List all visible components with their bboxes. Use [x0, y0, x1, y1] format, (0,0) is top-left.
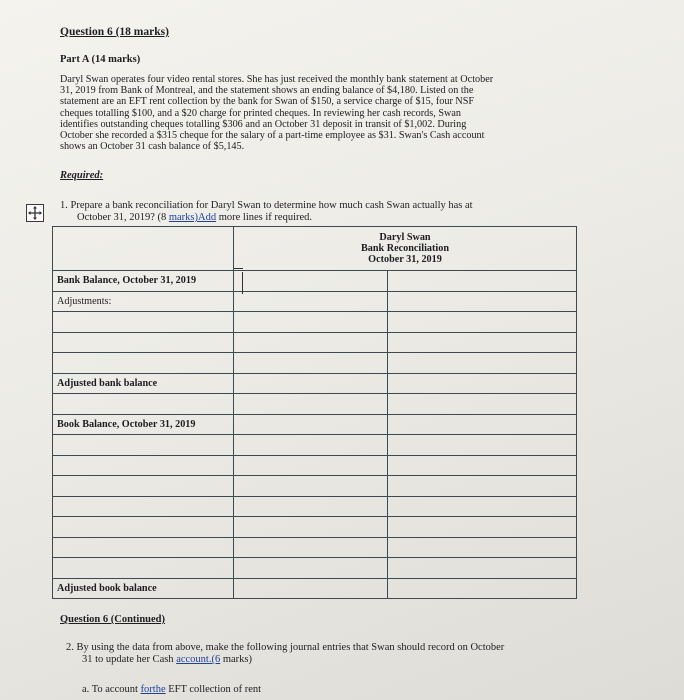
table-cell[interactable] — [234, 414, 388, 435]
adjusted-bank-balance-label: Adjusted bank balance — [53, 373, 234, 394]
table-cell[interactable] — [388, 353, 577, 374]
table-row — [53, 435, 577, 456]
table-row — [53, 414, 577, 435]
item-a-text-end: EFT collection of rent — [165, 684, 262, 695]
required-heading: Required: — [60, 170, 104, 181]
book-balance-label: Book Balance, October 31, 2019 — [53, 414, 234, 435]
table-cell[interactable] — [53, 312, 234, 333]
table-cell[interactable] — [234, 312, 388, 333]
table-cell[interactable] — [388, 271, 577, 292]
table-cell[interactable] — [53, 353, 234, 374]
table-row — [53, 373, 577, 394]
table-cell[interactable] — [388, 291, 577, 312]
paragraph-line: shows an October 31 cash balance of $5,145. — [60, 141, 245, 153]
table-cell[interactable] — [53, 455, 234, 476]
table-cell[interactable] — [388, 537, 577, 558]
table-row — [53, 517, 577, 538]
underline-mark — [234, 268, 243, 269]
bank-reconciliation-table — [52, 226, 577, 599]
table-cell[interactable] — [388, 414, 577, 435]
table-cell[interactable] — [234, 455, 388, 476]
item-a-text: a. To account — [82, 684, 141, 695]
table-cell[interactable] — [388, 394, 577, 415]
table-cell[interactable] — [53, 476, 234, 497]
item-1-line-2 — [77, 212, 312, 223]
add-more-lines-link[interactable]: marks)Add — [168, 212, 217, 223]
continued-title: Question 6 (Continued) — [60, 614, 166, 625]
table-cell[interactable] — [53, 227, 234, 271]
table-cell[interactable] — [234, 353, 388, 374]
table-cell[interactable] — [388, 435, 577, 456]
table-cell[interactable] — [388, 558, 577, 579]
table-cell[interactable] — [234, 558, 388, 579]
table-row — [53, 312, 577, 333]
table-cell[interactable] — [388, 373, 577, 394]
table-cell[interactable] — [234, 271, 388, 292]
table-row — [53, 578, 577, 599]
paragraph-line: cheques totalling $100, and a $20 charge for printed cheques. In reviewing her cash records, Swan — [60, 107, 461, 119]
paragraph-line: 31, 2019 from Bank of Montreal, and the statement shows an ending balance of $4,180. Listed on the — [60, 85, 474, 97]
table-cell[interactable] — [234, 496, 388, 517]
table-cell[interactable] — [234, 394, 388, 415]
item-a-line — [82, 684, 261, 695]
table-cell[interactable] — [53, 496, 234, 517]
table-cell[interactable] — [388, 455, 577, 476]
move-arrows-icon[interactable] — [26, 204, 44, 222]
item-2-text: 31 to update her Cash — [82, 654, 177, 665]
table-cell[interactable] — [388, 578, 577, 599]
table-row — [53, 353, 577, 374]
text-cursor-mark — [242, 272, 243, 294]
forthe-link[interactable]: forthe — [140, 684, 166, 695]
table-row — [53, 332, 577, 353]
question-title: Question 6 (18 marks) — [60, 26, 169, 38]
table-row — [53, 291, 577, 312]
table-row — [53, 537, 577, 558]
item-1-text-end: more lines if required. — [216, 212, 313, 223]
table-cell[interactable] — [53, 394, 234, 415]
table-cell[interactable] — [234, 517, 388, 538]
table-cell[interactable] — [388, 312, 577, 333]
table-cell[interactable] — [234, 578, 388, 599]
item-2-text-end: marks) — [220, 654, 253, 665]
paragraph-line: Daryl Swan operates four video rental stores. She has just received the monthly bank statement at October — [60, 74, 494, 85]
header-date: October 31, 2019 — [368, 254, 442, 265]
table-cell[interactable] — [388, 476, 577, 497]
question-paragraph — [60, 74, 580, 152]
adjustments-label: Adjustments: — [53, 291, 234, 312]
adjusted-book-balance-label: Adjusted book balance — [53, 578, 234, 599]
paragraph-line: identifies outstanding cheques totalling $306 and an October 31 deposit in transit of $1,002. During — [60, 118, 467, 130]
paragraph-line: October she recorded a $315 cheque for the salary of a part-time employee as $31. Swan's Cash account — [60, 130, 485, 142]
table-row — [53, 558, 577, 579]
part-a-heading: Part A (14 marks) — [60, 54, 141, 65]
table-cell[interactable] — [388, 496, 577, 517]
table-header-row — [53, 227, 577, 271]
item-2-line-2 — [82, 654, 252, 665]
item-1-line-1: 1. Prepare a bank reconciliation for Daryl Swan to determine how much cash Swan actually has at — [60, 200, 473, 211]
table-cell[interactable] — [53, 435, 234, 456]
table-cell[interactable] — [53, 517, 234, 538]
item-2-line-1: 2. By using the data from above, make the following journal entries that Swan should record on October — [66, 642, 505, 653]
table-cell[interactable] — [234, 373, 388, 394]
table-cell[interactable] — [53, 537, 234, 558]
table-cell[interactable] — [388, 332, 577, 353]
table-header-cell — [234, 227, 577, 271]
table-row — [53, 496, 577, 517]
table-cell[interactable] — [234, 537, 388, 558]
table-row — [53, 455, 577, 476]
table-row — [53, 476, 577, 497]
table-row — [53, 394, 577, 415]
table-cell[interactable] — [234, 476, 388, 497]
header-title: Bank Reconciliation — [360, 243, 450, 254]
table-cell[interactable] — [388, 517, 577, 538]
table-cell[interactable] — [53, 558, 234, 579]
account-link[interactable]: account.(6 — [176, 654, 221, 665]
table-cell[interactable] — [53, 332, 234, 353]
table-row — [53, 271, 577, 292]
table-cell[interactable] — [234, 332, 388, 353]
item-1-text: October 31, 2019? (8 — [77, 212, 169, 223]
header-name: Daryl Swan — [379, 232, 431, 243]
table-cell[interactable] — [234, 435, 388, 456]
table-cell[interactable] — [234, 291, 388, 312]
bank-balance-label: Bank Balance, October 31, 2019 — [53, 271, 234, 292]
paragraph-line: statement are an EFT rent collection by the bank for Swan of $150, a service charge of $15, four NSF — [60, 96, 475, 108]
